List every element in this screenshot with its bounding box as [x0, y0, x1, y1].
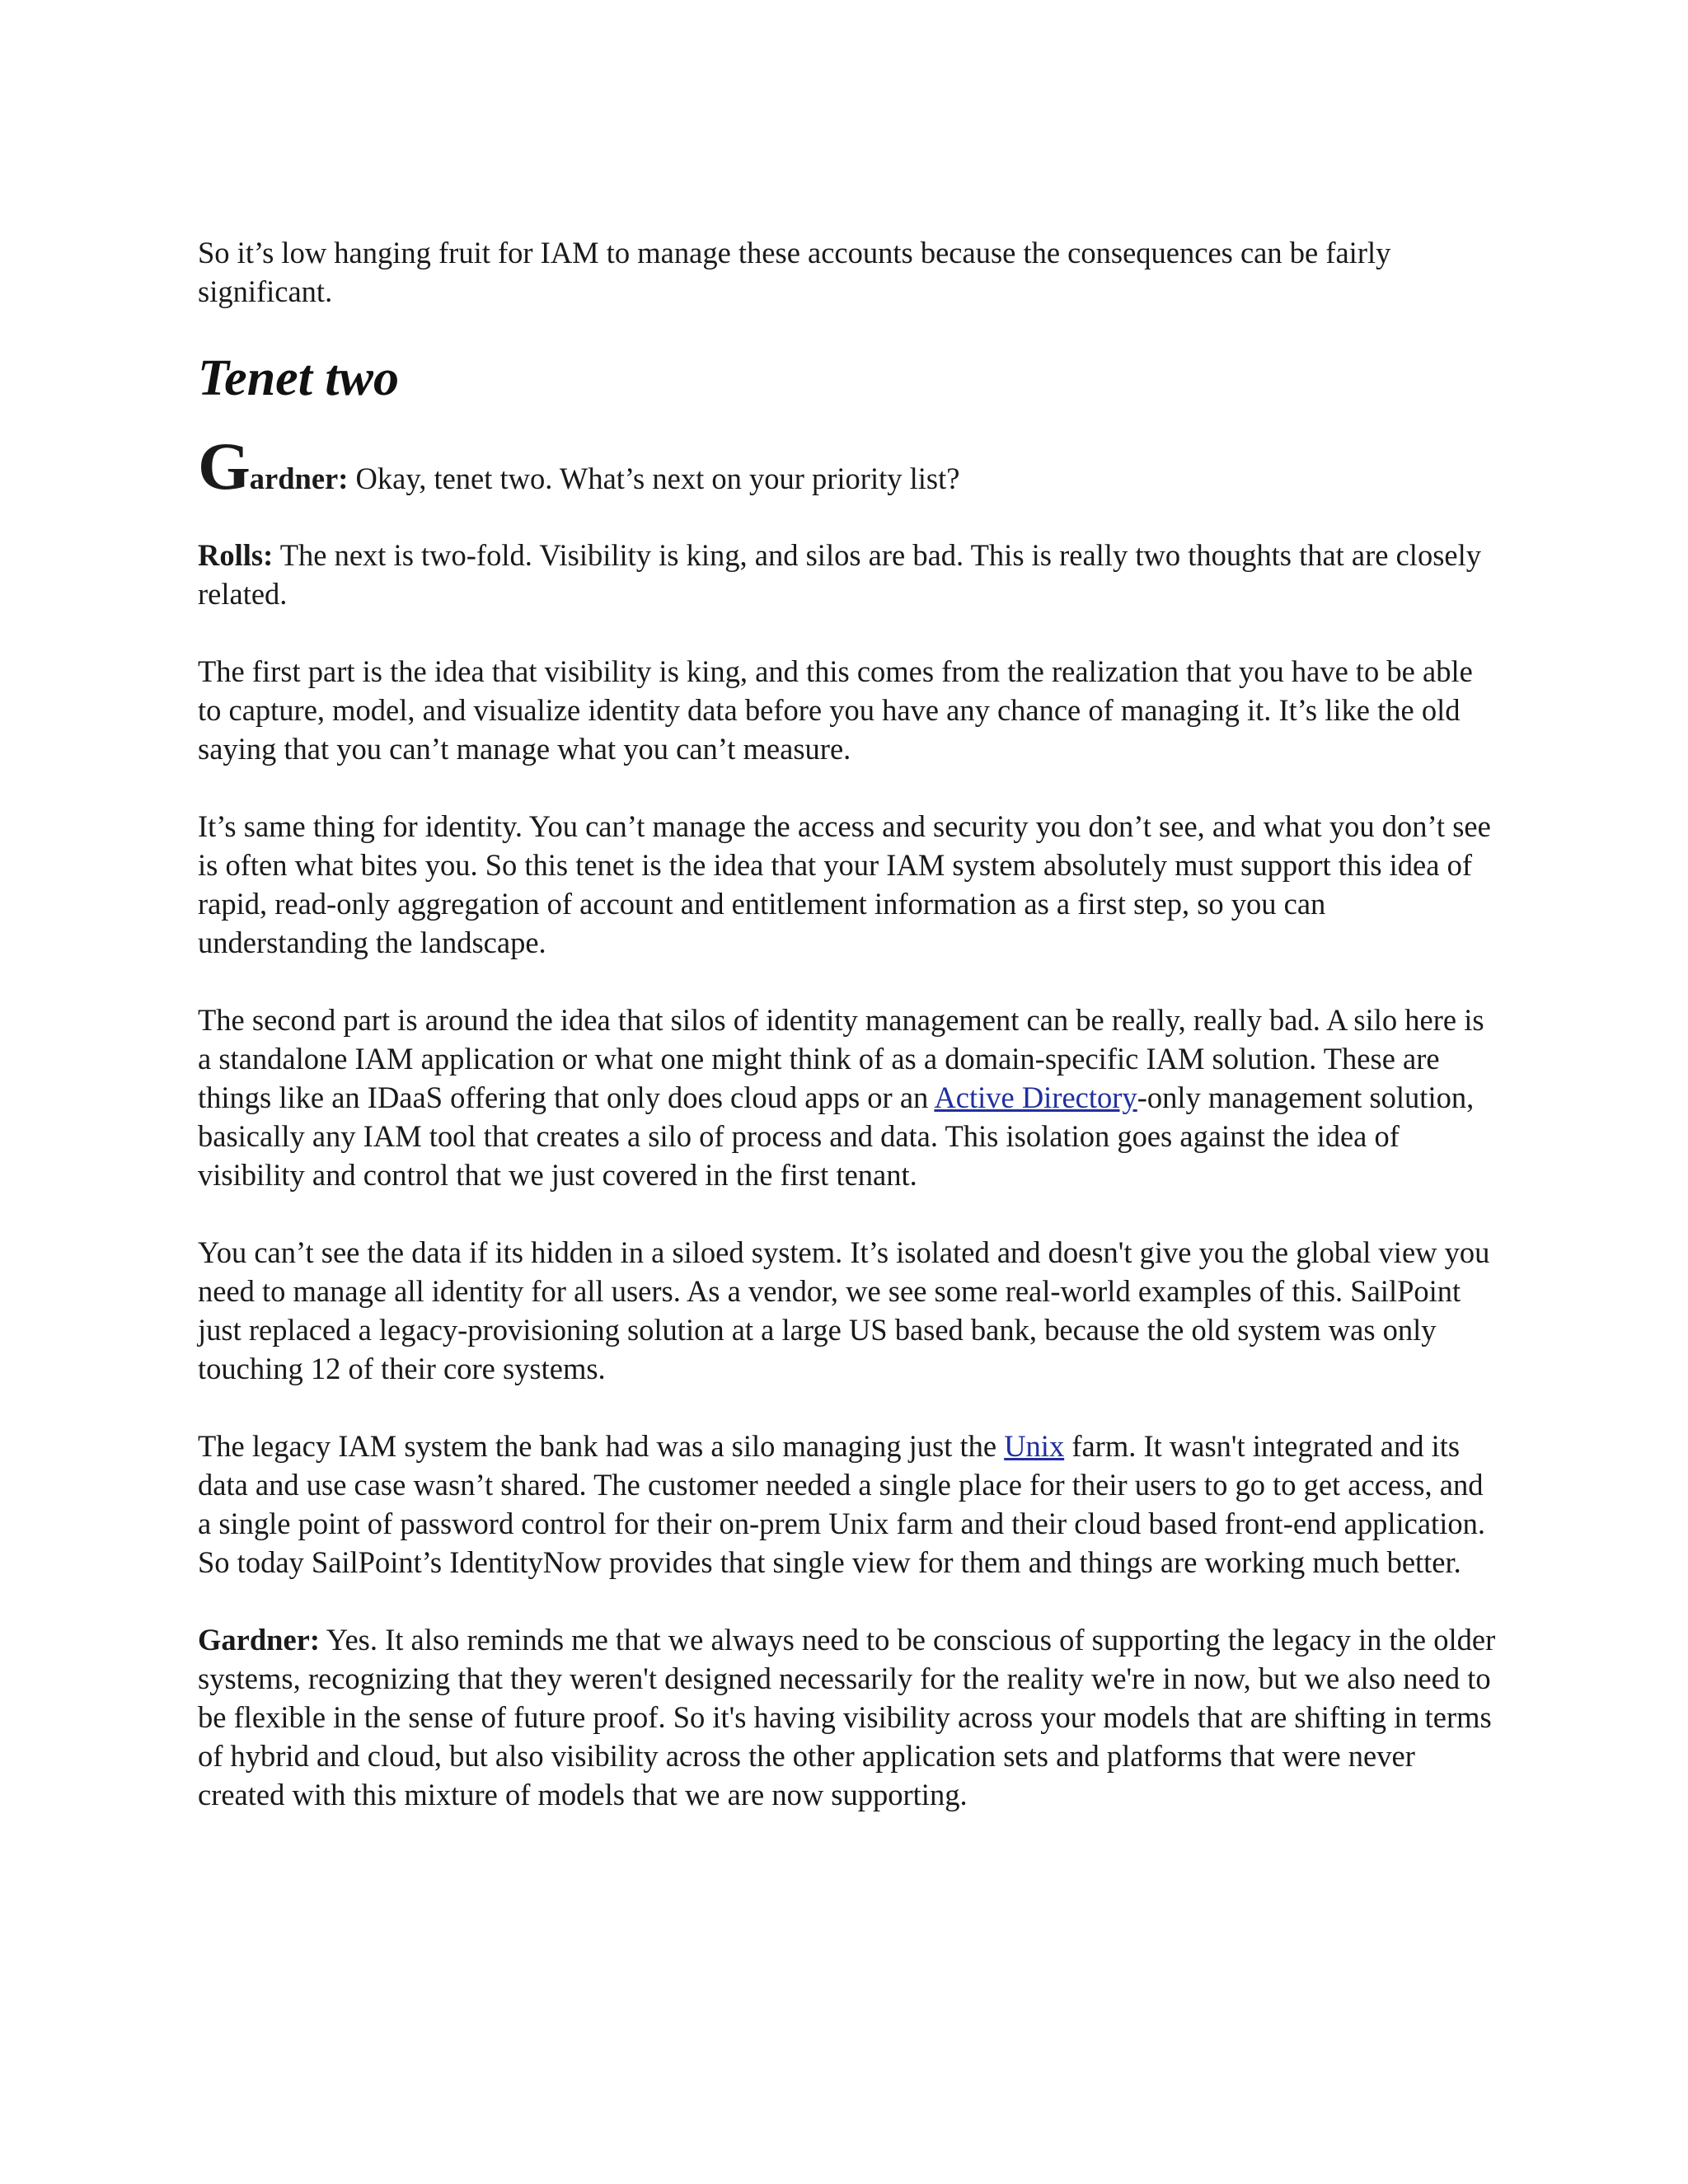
paragraph-text: The second part is around the idea that silos of identity management can be really, really bad. A silo here is a standalone IAM application or what one might think of as a domain-specific IAM solution. These are things like an IDaaS offering that only does cloud apps or an: [198, 1003, 1484, 1114]
paragraph-rolls-answer: [198, 536, 1500, 613]
speaker-label: Gardner:: [198, 1623, 320, 1657]
paragraph-text: Yes. It also reminds me that we always need to be conscious of supporting the legacy in the older systems, recognizing that they weren't designed necessarily for the reality we're in now, but we also need to be flexible in the sense of future proof. So it's having visibility across your models that are shifting in terms of hybrid and cloud, but also visibility across the other application sets and platforms that were never created with this mixture of models that we are now supporting.: [198, 1623, 1496, 1811]
paragraph-identity: It’s same thing for identity. You can’t manage the access and security you don’t see, and what you don’t see is often what bites you. So this tenet is the idea that your IAM system absolutely must support this idea of rapid, read-only aggregation of account and entitlement information as a first step, so you can understanding the landscape.: [198, 809, 1491, 959]
paragraph-text: The next is two-fold. Visibility is king, and silos are bad. This is really two thoughts that are closely related.: [198, 538, 1481, 611]
paragraph-text: farm. It wasn't integrated and its data and use case wasn’t shared. The customer needed a single place for their users to go to get access, and a single point of password control for their on-prem Unix farm and their cloud based front-end application. So today SailPoint’s IdentityNow provides that single view for them and things are working much better.: [198, 1429, 1485, 1579]
paragraph-gardner-response: [198, 1620, 1500, 1814]
paragraph-siloed-data: You can’t see the data if its hidden in a siloed system. It’s isolated and doesn't give you the global view you need to manage all identity for all users. As a vendor, we see some real-world examples of this. SailPoint just replaced a legacy-provisioning solution at a large US based bank, because the old system was only touching 12 of their core systems.: [198, 1235, 1490, 1385]
paragraph-intro: So it’s low hanging fruit for IAM to manage these accounts because the consequences can be fairly significant.: [198, 236, 1391, 308]
drop-cap: G: [198, 429, 250, 504]
speaker-label: ardner:: [249, 462, 349, 495]
paragraph-text: Okay, tenet two. What’s next on your priority list?: [348, 462, 960, 495]
active-directory-link[interactable]: Active Directory: [934, 1080, 1137, 1114]
paragraph-legacy-iam: [198, 1427, 1500, 1582]
paragraph-text: -only management solution, basically any IAM tool that creates a silo of process and data. This isolation goes against the idea of visibility and control that we just covered in the first tenant.: [198, 1080, 1475, 1192]
section-heading: Tenet two: [198, 350, 400, 406]
paragraph-text: The legacy IAM system the bank had was a silo managing just the: [198, 1429, 1005, 1463]
paragraph-silos: [198, 1001, 1500, 1194]
paragraph-gardner-question: [198, 429, 1500, 504]
paragraph-visibility: The first part is the idea that visibility is king, and this comes from the realization that you have to be able to capture, model, and visualize identity data before you have any chance of managing it. It’s like the old saying that you can’t manage what you can’t measure.: [198, 654, 1473, 766]
speaker-label: Rolls:: [198, 538, 274, 572]
unix-link[interactable]: Unix: [1004, 1429, 1065, 1463]
article-body: [198, 233, 1500, 1853]
